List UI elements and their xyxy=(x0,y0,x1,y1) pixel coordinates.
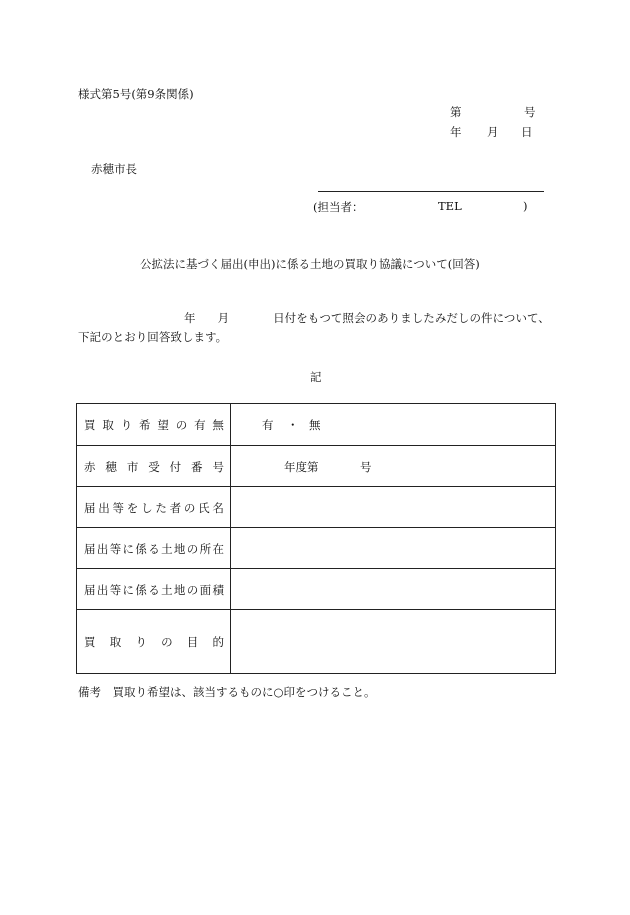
body-text: 日付をもつて照会のありましたみだしの件について、下記のとおり回答致します。 xyxy=(78,311,550,344)
row-label-char: 取 xyxy=(102,417,114,432)
date-month-label: 月 xyxy=(487,125,499,139)
row-label-char: た xyxy=(155,500,167,515)
row-label-char: 等 xyxy=(109,541,122,556)
row-label-char: 望 xyxy=(157,417,169,432)
row-label-char: の xyxy=(186,541,199,556)
row-label-char: 取 xyxy=(109,635,122,649)
row-label-char: 係 xyxy=(135,582,147,597)
row-label-char: 名 xyxy=(212,500,224,515)
date-day-label: 日 xyxy=(521,125,533,139)
document-subject: 公拡法に基づく届出(申出)に係る土地の買取り協議について(回答) xyxy=(140,257,480,271)
row-label-char: 者 xyxy=(169,500,182,515)
row-label-char: 買 xyxy=(84,635,96,649)
row-label-char: 出 xyxy=(96,541,109,556)
row-label xyxy=(84,417,224,433)
body-year: 年 xyxy=(184,311,196,325)
row-label xyxy=(84,582,224,598)
ki-heading: 記 xyxy=(310,370,322,384)
row-label-char: 買 xyxy=(84,417,96,432)
row-label-char: 受 xyxy=(148,459,160,474)
row-label-char: 出 xyxy=(96,582,109,597)
row-label-char: 届 xyxy=(84,500,96,515)
table-row xyxy=(77,568,555,610)
contact-person-label: (担当者： xyxy=(313,200,364,214)
date-year-label: 年 xyxy=(450,125,462,139)
row-label-char: 赤 xyxy=(84,459,96,474)
row-label-char: の xyxy=(161,635,173,649)
table-row xyxy=(77,445,555,487)
row-label-char: 所 xyxy=(199,541,212,556)
contact-tel-label: TEL xyxy=(438,199,462,213)
row-label-char: 希 xyxy=(139,417,151,432)
contact-close-paren: ) xyxy=(523,199,528,213)
form-number-label: 様式第5号(第9条関係) xyxy=(78,87,194,101)
signature-line xyxy=(318,191,544,192)
row-label-char: 土 xyxy=(161,541,173,556)
row-value: 有 xyxy=(262,417,274,432)
row-label xyxy=(84,500,224,516)
row-value: 号 xyxy=(360,459,372,474)
addressee: 赤穂市長 xyxy=(91,162,137,176)
row-label-char: 等 xyxy=(109,582,122,597)
row-label-char: 氏 xyxy=(198,500,210,515)
document-number-prefix: 第 xyxy=(450,105,462,119)
row-label-char: り xyxy=(135,635,147,649)
row-label-char: 目 xyxy=(186,635,199,649)
row-label-char: 面 xyxy=(199,582,212,597)
row-value: 年度第 xyxy=(284,459,319,474)
row-label-char: を xyxy=(126,500,139,515)
row-label-char: の xyxy=(183,500,196,515)
row-label-char: の xyxy=(175,417,188,432)
row-label xyxy=(84,634,224,650)
row-label-char: 穂 xyxy=(105,459,117,474)
table-row xyxy=(77,486,555,528)
body-paragraph xyxy=(78,309,560,347)
row-label-char: 市 xyxy=(126,459,139,474)
remarks-note: 備考 買取り希望は、該当するものに○印をつけること。 xyxy=(78,685,376,699)
row-value: ・ xyxy=(287,417,299,432)
row-label-char: に xyxy=(122,541,135,556)
table-row xyxy=(77,609,555,674)
row-label-char: 番 xyxy=(191,459,203,474)
row-label-char: 地 xyxy=(173,541,186,556)
row-label-char: 届 xyxy=(84,582,96,597)
row-label-char: 出 xyxy=(98,500,110,515)
table-row xyxy=(77,404,555,445)
row-label-char: る xyxy=(148,582,160,597)
row-label-char: 的 xyxy=(212,635,224,649)
row-label-char: 土 xyxy=(161,582,173,597)
row-label-char: に xyxy=(122,582,135,597)
body-month: 月 xyxy=(217,311,230,325)
table-row xyxy=(77,527,555,569)
document-number-suffix: 号 xyxy=(524,105,536,119)
row-label-char: の xyxy=(186,582,199,597)
row-label-char: 有 xyxy=(194,417,206,432)
row-label-char: 届 xyxy=(84,541,96,556)
row-label xyxy=(84,459,224,475)
row-label-char: 在 xyxy=(212,541,224,556)
row-label-char: 積 xyxy=(212,582,224,597)
row-label-char: 係 xyxy=(135,541,147,556)
row-label-char: 付 xyxy=(169,459,182,474)
row-label xyxy=(84,541,224,557)
row-label-char: 無 xyxy=(212,417,224,432)
row-label-char: 等 xyxy=(112,500,125,515)
row-label-char: し xyxy=(141,500,153,515)
row-value: 無 xyxy=(309,417,321,432)
row-label-char: 号 xyxy=(212,459,224,474)
row-label-char: 地 xyxy=(173,582,186,597)
row-label-char: り xyxy=(120,417,133,432)
details-table xyxy=(76,403,556,674)
row-label-char: る xyxy=(148,541,160,556)
